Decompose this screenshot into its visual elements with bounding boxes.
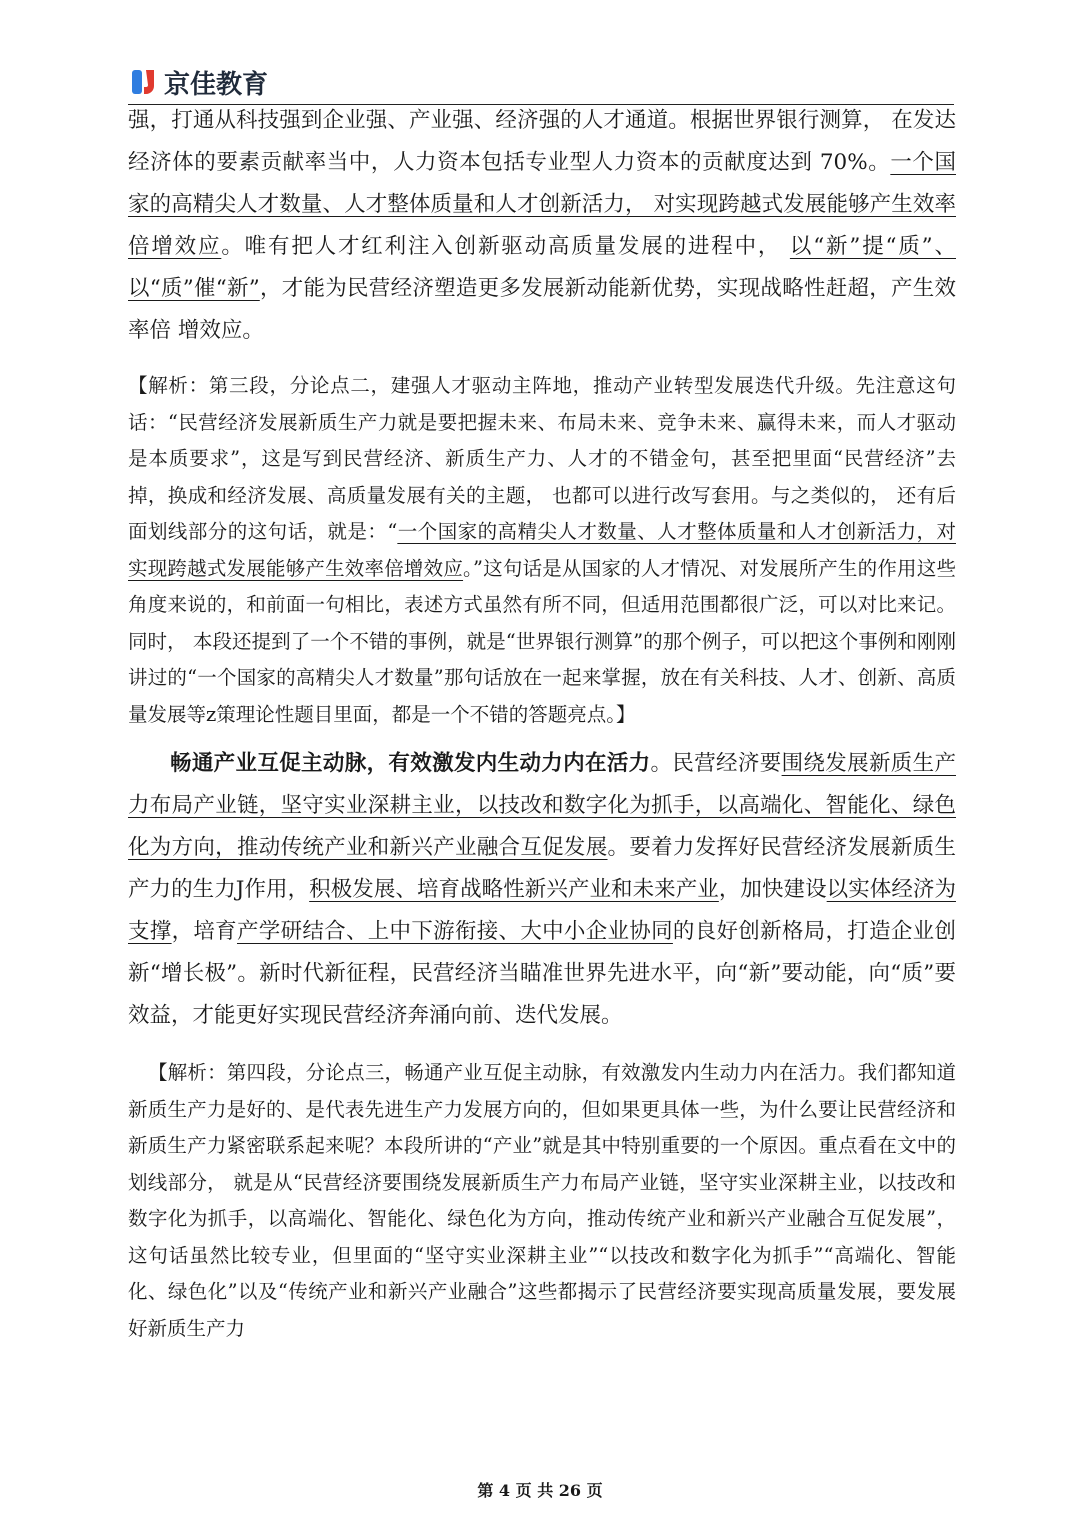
analysis-paragraph-3: [128, 368, 956, 733]
text-span: 强，打通从科技强到企业强、产业强、经济强的人才通道。根据世界银行测算， 在发达经济体的要素贡献率当中，人力资本包括专业型人力资本的贡献度达到 70%。: [128, 108, 956, 175]
text-span: ，加快建设: [718, 877, 827, 902]
text-span: 的良好创新格局，打造企业创新“增长极”。新时代新征程，民营经济当瞄准世界先进水平，向“新”要动能，向“质”要效益，才能更好实现民营经济奔涌向前、迭代发展。: [128, 919, 956, 1028]
jingjia-logo-icon: [130, 67, 160, 97]
text-span: ，才能为民营经济塑造更多发展新动能新优势，实现战略性赶超，产生效率倍 增效应。: [128, 276, 956, 343]
total-pages: 26: [558, 1481, 582, 1500]
page-number: 4: [498, 1481, 511, 1500]
text-span: 。”这句话是从国家的人才情况、对发展所产生的作用这些角度来说的，和前面一句相比，表述方式虽然有所不同，但适用范围都很广泛，可以对比来记。同时， 本段还提到了一个不错的事例，就是“世界银行测算”的那个例子，可以把这个事例和刚刚讲过的“一个国家的高精尖人才数量”那句话放在一起来掌握，放在有关科技、人才、创新、高质量发展等z策理论性题目里面，都是一个不错的答题亮点。】: [128, 556, 956, 726]
text-span: 。民营经济要: [650, 751, 782, 776]
document-body: [128, 100, 956, 1347]
text-span: 。要着力发挥好民营经济发展新质生产力的生力J作用，: [128, 835, 956, 902]
footer-suffix: 页: [586, 1481, 603, 1500]
underlined-text: 围绕发展新质生产力布局产业链，坚守实业深耕主业，以技改和数字化为抓手，以高端化、智能化、绿色化为方向，推动传统产业和新兴产业融合互促发展: [128, 751, 956, 860]
text-span: 【解析：第四段，分论点三，畅通产业互促主动脉，有效激发内生动力内在活力。我们都知道新质生产力是好的、是代表先进生产力发展方向的，但如果更具体一些，为什么要让民营经济和新质生产力紧密联系起来呢？本段所讲的“产业”就是其中特别重要的一个原因。重点看在文中的划线部分， 就是从“民营经济要围绕发展新质生产力布局产业链，坚守实业深耕主业，以技改和数字化为抓手，以高端化、智能化、绿色化为方向，推动传统产业和新兴产业融合互促发展”，这句话虽然比较专业，但里面的“坚守实业深耕主业”“以技改和数字化为抓手”“高端化、智能化、绿色化”以及“传统产业和新兴产业融合”这些都揭示了民营经济要实现高质量发展，要发展好新质生产力: [128, 1061, 956, 1340]
footer-middle: 页 共: [515, 1481, 554, 1500]
underlined-text: 一个国家的高精尖人才数量、人才整体质量和人才创新活力， 对实现跨越式发展能够产生效率倍增效应: [128, 150, 956, 259]
bold-lead-sentence: 畅通产业互促主动脉，有效激发内生动力内在活力: [170, 751, 651, 776]
underlined-text: 积极发展、培育战略性新兴产业和未来产业: [309, 877, 719, 902]
text-span: 【解析：第三段，分论点二，建强人才驱动主阵地，推动产业转型发展迭代升级。先注意这句话：“民营经济发展新质生产力就是要把握未来、布局未来、竞争未来、赢得未来，而人才驱动是本质要求”，这是写到民营经济、新质生产力、人才的不错金句，甚至把里面“民营经济”去掉，换成和经济发展、高质量发展有关的主题， 也都可以进行改写套用。与之类似的， 还有后面划线部分的这句话，就是：“: [128, 374, 956, 543]
brand-logo: [130, 64, 268, 100]
underlined-text: 一个国家的高精尖人才数量、人才整体质量和人才创新活力，对实现跨越式发展能够产生效率倍增效应: [128, 520, 956, 580]
underlined-text: 以实体经济为支撑: [128, 877, 956, 944]
underlined-text: 产学研结合、上中下游衔接、大中小企业协同: [236, 919, 673, 944]
footer-prefix: 第: [477, 1481, 494, 1500]
text-span: ，培育: [171, 919, 237, 944]
page-footer: [0, 1478, 1080, 1501]
paragraph-industry: [128, 743, 956, 1037]
logo-text: 京佳教育: [164, 69, 269, 100]
paragraph-talent: [128, 100, 956, 352]
page-header: [128, 62, 954, 105]
text-span: 。唯有把人才红利注入创新驱动高质量发展的进程中，: [221, 234, 790, 259]
underlined-text: 以“新”提“质”、以“质”催“新”: [128, 234, 956, 301]
analysis-paragraph-4: [128, 1055, 956, 1347]
